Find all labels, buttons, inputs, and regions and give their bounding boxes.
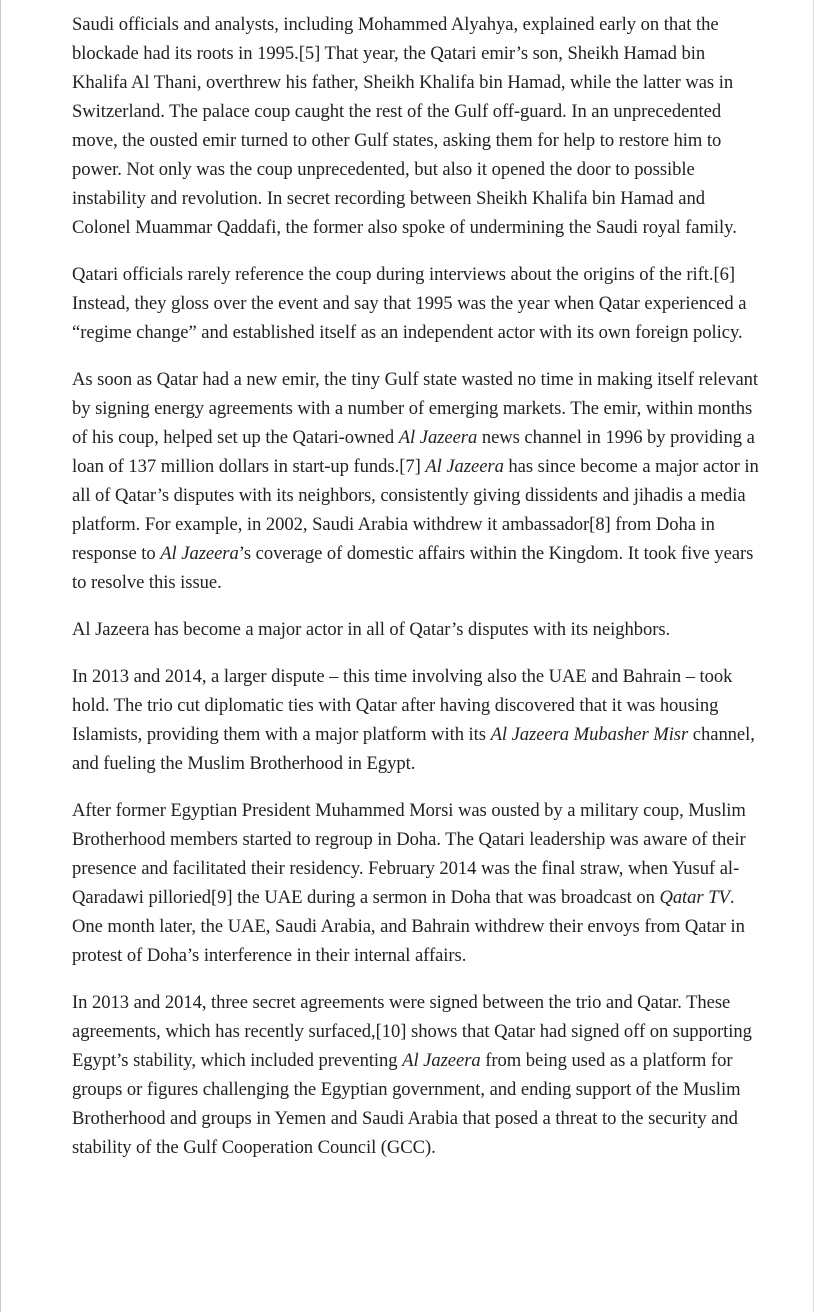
footnote-reference-link[interactable]: [10] — [375, 1021, 407, 1042]
article-paragraph — [72, 662, 762, 778]
paragraph-text: news channel in 1996 by providing a loan of 137 million dollars in start-up funds. — [72, 427, 755, 477]
paragraph-text: Saudi officials and analysts, including Mohammed Alyahya, explained early on that the blockade had its roots in 1995. — [72, 14, 719, 64]
left-border — [0, 0, 1, 1312]
article-paragraph — [72, 615, 762, 644]
paragraph-text: After former Egyptian President Muhammed Morsi was ousted by a military coup, Muslim Brotherhood members started to regroup in Doha. The Qatari leadership was aware of their presence and facilitated their residency. February 2014 was the final straw, when Yusuf al-Qaradawi pilloried — [72, 800, 746, 908]
article-paragraph — [72, 260, 762, 347]
paragraph-text: has since become a major actor in all of Qatar’s disputes with its neighbors, consistently giving dissidents and jihadis a media platform. For example, in 2002, Saudi Arabia withdrew it ambassador — [72, 456, 759, 535]
paragraph-text: Instead, they gloss over the event and say that 1995 was the year when Qatar experienced a “regime change” and established itself as an independent actor with its own foreign policy. — [72, 293, 747, 343]
paragraph-text: the UAE during a sermon in Doha that was broadcast on — [232, 887, 660, 908]
paragraph-text: from being used as a platform for groups or figures challenging the Egyptian government, and ending support of the Muslim Brotherhood and groups in Yemen and Saudi Arabia that posed a threat to the security and stability of the Gulf Cooperation Council (GCC). — [72, 1050, 741, 1158]
paragraph-text: ’s coverage of domestic affairs within the Kingdom. It took five years to resolve this issue. — [72, 543, 754, 593]
footnote-reference-link[interactable]: [5] — [298, 43, 321, 64]
paragraph-text: . One month later, the UAE, Saudi Arabia, and Bahrain withdrew their envoys from Qatar in protest of Doha’s interference in their internal affairs. — [72, 887, 745, 966]
paragraph-text: That year, the Qatari emir’s son, Sheikh Hamad bin Khalifa Al Thani, overthrew his father, Sheikh Khalifa bin Hamad, while the latter was in Switzerland. The palace coup caught the rest of the Gulf off-guard. In an unprecedented move, the ousted emir turned to other Gulf states, asking them for help to restore him to power. Not only was the coup unprecedented, but also it opened the door to possible instability and revolution. In secret recording between Sheikh Khalifa bin Hamad and Colonel Muammar Qaddafi, the former also spoke of undermining the Saudi royal family. — [72, 43, 737, 238]
paragraph-text: Qatari officials rarely reference the coup during interviews about the origins of the rift. — [72, 264, 714, 285]
paragraph-text: from Doha in response to — [72, 514, 715, 564]
italic-text: Al Jazeera — [160, 543, 239, 564]
footnote-reference-link[interactable]: [6] — [713, 264, 736, 285]
paragraph-text: channel, and fueling the Muslim Brotherhood in Egypt. — [72, 724, 755, 774]
italic-text: Al Jazeera — [398, 427, 478, 448]
footnote-reference-link[interactable]: [8] — [589, 514, 611, 535]
paragraph-text: In 2013 and 2014, a larger dispute – this time involving also the UAE and Bahrain – took hold. The trio cut diplomatic ties with Qatar after having discovered that it was housing Islamists, providing them with a major platform with its — [72, 666, 733, 745]
article-body — [72, 10, 762, 1180]
paragraph-text: Al Jazeera has become a major actor in all of Qatar’s disputes with its neighbors. — [72, 619, 671, 640]
italic-text: Al Jazeera Mubasher Misr — [490, 724, 689, 745]
article-paragraph — [72, 988, 762, 1162]
footnote-reference-link[interactable]: [7] — [399, 456, 421, 477]
paragraph-text: In 2013 and 2014, three secret agreements were signed between the trio and Qatar. These agreements, which has recently surfaced, — [72, 992, 731, 1042]
article-paragraph — [72, 10, 762, 242]
paragraph-text: As soon as Qatar had a new emir, the tiny Gulf state wasted no time in making itself relevant by signing energy agreements with a number of emerging markets. The emir, within months of his coup, helped set up the Qatari-owned — [72, 369, 759, 448]
footnote-reference-link[interactable]: [9] — [211, 887, 233, 908]
article-paragraph — [72, 796, 762, 970]
italic-text: Qatar TV — [659, 887, 730, 908]
article-paragraph — [72, 365, 762, 597]
italic-text: Al Jazeera — [425, 456, 504, 477]
italic-text: Al Jazeera — [402, 1050, 481, 1071]
paragraph-text: shows that Qatar had signed off on supporting Egypt’s stability, which included preventing — [72, 1021, 752, 1071]
